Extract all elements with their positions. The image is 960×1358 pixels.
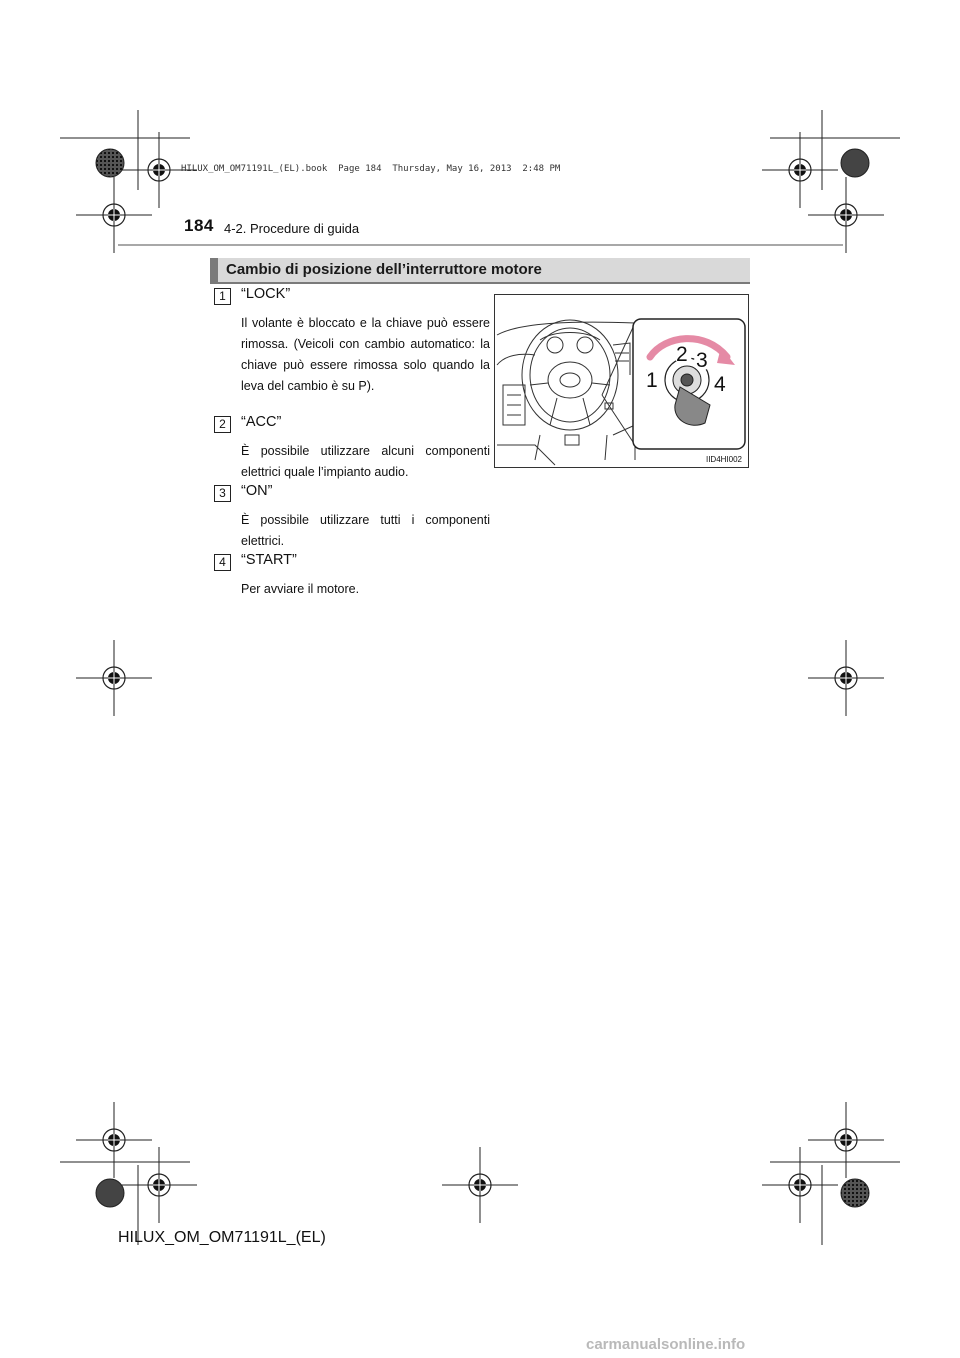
item-number-box: 2 <box>214 416 231 433</box>
ignition-switch-figure <box>494 294 749 468</box>
item-title: “ACC” <box>241 414 282 430</box>
figure-code: IID4HI002 <box>705 455 742 464</box>
watermark: carmanualsonline.info <box>586 1336 746 1353</box>
figure-label-2: 2 <box>676 343 688 366</box>
item-number-box: 1 <box>214 288 231 305</box>
dashboard-illustration <box>495 295 748 467</box>
item-description: È possibile utilizzare alcuni componenti elettrici quale l’impianto audio. <box>241 444 490 479</box>
section-heading <box>210 258 750 282</box>
item-description: Per avviare il motore. <box>241 582 360 596</box>
section-heading-text: Cambio di posizione dell’interruttore motore <box>226 261 542 278</box>
heading-bar <box>210 258 218 282</box>
section-path: 4-2. Procedure di guida <box>224 221 360 236</box>
footer-code: HILUX_OM_OM71191L_(EL) <box>118 1229 326 1246</box>
heading-underline <box>210 282 750 284</box>
header-rule <box>118 244 843 246</box>
file-info: HILUX_OM_OM71191L_(EL).book Page 184 Thursday, May 16, 2013 2:48 PM <box>181 164 561 174</box>
page-number: 184 <box>184 216 214 235</box>
item-title: “LOCK” <box>241 286 291 302</box>
figure-label-4: 4 <box>714 373 726 396</box>
item-title: “ON” <box>241 483 273 499</box>
item-description: È possibile utilizzare tutti i componenti elettrici. <box>241 513 490 548</box>
item-description: Il volante è bloccato e la chiave può essere rimossa. (Veicoli con cambio automatico: la chiave può essere rimossa solo quando la leva del cambio è su P). <box>241 316 490 393</box>
figure-label-1: 1 <box>646 369 658 392</box>
item-number-box: 4 <box>214 554 231 571</box>
figure-label-3: 3 <box>696 349 708 372</box>
item-title: “START” <box>241 552 297 568</box>
item-number-box: 3 <box>214 485 231 502</box>
